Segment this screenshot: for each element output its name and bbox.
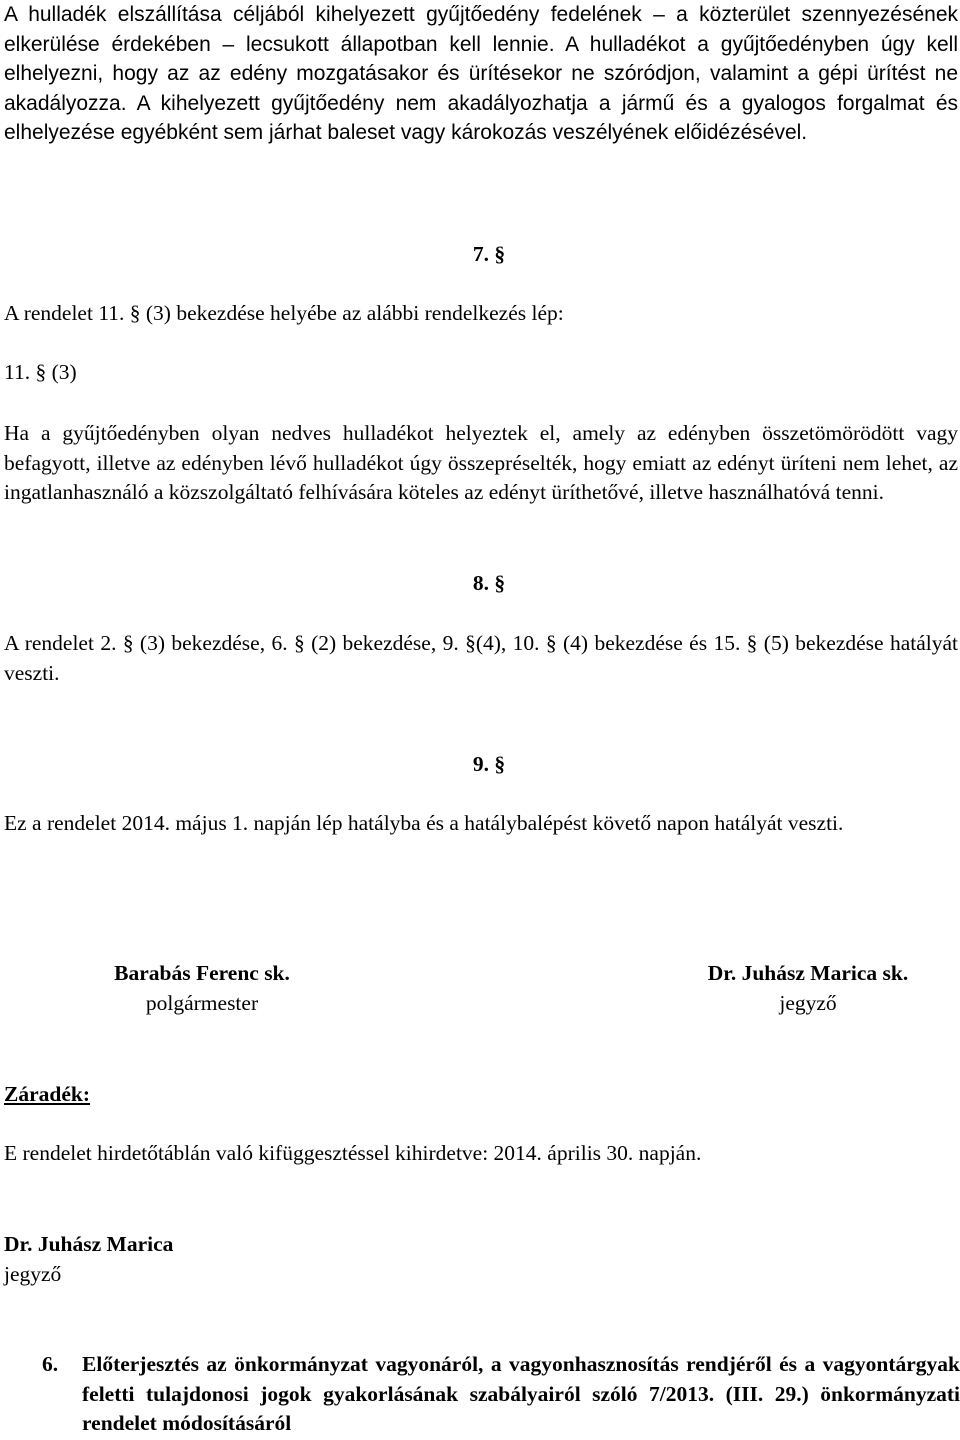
section-8-body-text: A rendelet 2. § (3) bekezdése, 6. § (2) bekezdése, 9. §(4), 10. § (4) bekezdése és 15. § (5) bekezdése hatályát veszti. <box>4 631 958 685</box>
agenda-item-6 <box>42 1350 960 1439</box>
agenda-item-title: Előterjesztés az önkormányzat vagyonáról, a vagyonhasznosítás rendjéről és a vagyontárgyak feletti tulajdonosi jogok gyakorlásának szabályairól szóló 7/2013. (III. 29.) önkormányzati rendelet módosításáról <box>82 1352 960 1435</box>
clause-title <box>4 1080 958 1110</box>
section-7-heading <box>4 240 958 270</box>
signature-mayor <box>84 959 320 1018</box>
clause-signer <box>4 1230 958 1289</box>
clause-signer-name: Dr. Juhász Marica <box>4 1232 174 1256</box>
section-8-heading <box>4 569 958 599</box>
waste-container-text: A hulladék elszállítása céljából kihelyezett gyűjtőedény fedelének – a közterület szennyezésének elkerülése érdekében – lecsukott állapotban kell lennie. A hulladékot a gyűjtőedényben úgy kell elhelyezni, hogy az az edény mozgatásakor és ürítésekor ne szóródjon, valamint a gépi ürítést ne akadályozza. A kihelyezett gyűjtőedény nem akadályozhatja a jármű és a gyalogos forgalmat és elhelyezése egyébként sem járhat baleset vagy károkozás veszélyének előidézésével. <box>4 3 958 144</box>
section-9-body <box>4 809 958 839</box>
section-9-number: 9. § <box>472 752 506 776</box>
clause-announcement-text: E rendelet hirdetőtáblán való kifüggesztéssel kihirdetve: 2014. április 30. napján. <box>4 1141 702 1165</box>
clause-signer-role: jegyző <box>4 1261 62 1286</box>
section-7-intro <box>4 299 958 329</box>
mayor-name: Barabás Ferenc sk. <box>114 961 290 985</box>
clause-announcement <box>4 1139 958 1169</box>
mayor-role: polgármester <box>145 990 259 1015</box>
agenda-item-number: 6. <box>42 1352 59 1376</box>
subsection-label-text: 11. § (3) <box>4 360 77 384</box>
section-8-body <box>4 629 958 688</box>
notary-role: jegyző <box>779 990 837 1015</box>
section-7-body-text: Ha a gyűjtőedényben olyan nedves hulladékot helyeztek el, amely az edényben összetömörödött vagy befagyott, illetve az edényben lévő hulladékot úgy összepréselték, hogy emiatt az edényt üríteni nem lehet, az ingatlanhasználó a közszolgáltató felhívására köteles az edényt üríthetővé, illetve használhatóvá tenni. <box>4 421 958 504</box>
signature-notary <box>680 959 936 1018</box>
section-7-body <box>4 419 958 508</box>
notary-name: Dr. Juhász Marica sk. <box>707 961 909 985</box>
section-9-heading <box>4 750 958 780</box>
section-7-subsection-label <box>4 358 958 388</box>
waste-container-paragraph <box>4 0 958 148</box>
section-7-number: 7. § <box>472 242 506 266</box>
section-9-body-text: Ez a rendelet 2014. május 1. napján lép hatályba és a hatálybalépést követő napon hatályát veszti. <box>4 811 844 835</box>
clause-title-text: Záradék: <box>4 1082 90 1106</box>
section-8-number: 8. § <box>472 571 506 595</box>
section-7-intro-text: A rendelet 11. § (3) bekezdése helyébe az alábbi rendelkezés lép: <box>4 301 564 325</box>
